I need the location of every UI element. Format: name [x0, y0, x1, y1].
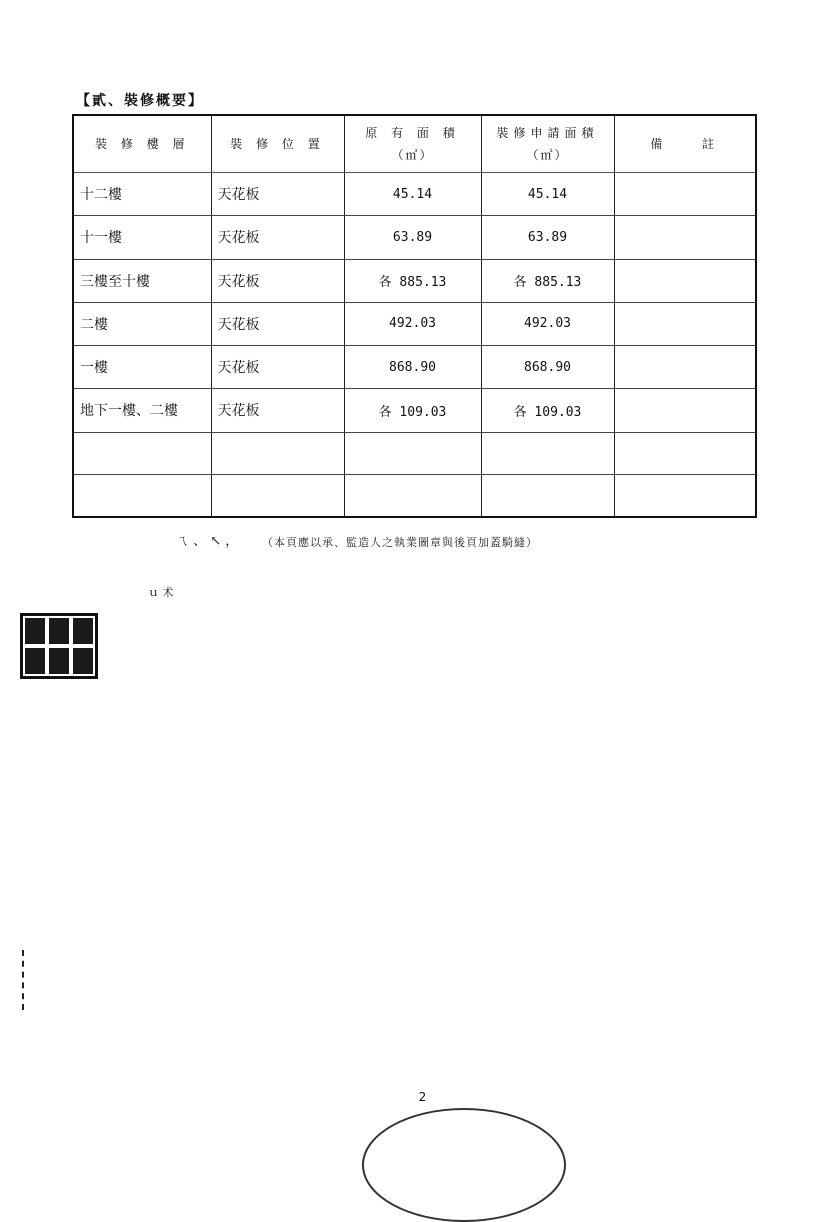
cell-original-area: 45.14 [344, 173, 481, 216]
header-original-area-unit: （㎡） [391, 148, 434, 162]
cell-floor: 三樓至十樓 [73, 259, 211, 302]
cell-location: 天花板 [211, 346, 344, 389]
handwritten-marks: ㄟ 、 ↖ ， [176, 534, 239, 549]
table-row [73, 389, 756, 432]
header-applied-area-unit: （㎡） [526, 148, 569, 162]
cell-location: 天花板 [211, 216, 344, 259]
table-row [73, 346, 756, 389]
section-title: 【貳、裝修概要】 [76, 93, 204, 109]
renovation-summary-table [72, 114, 757, 518]
header-original-area [344, 115, 481, 173]
table-header-row [73, 115, 756, 173]
table-row-empty [73, 432, 756, 474]
cell-floor: 十一樓 [73, 216, 211, 259]
cell-location: 天花板 [211, 259, 344, 302]
cell-applied-area: 各 109.03 [481, 389, 614, 432]
header-floor: 裝 修 樓 層 [73, 115, 211, 173]
official-round-stamp [362, 1108, 566, 1222]
cell-location: 天花板 [211, 173, 344, 216]
cell-applied-area: 45.14 [481, 173, 614, 216]
cell-remark [614, 216, 756, 259]
cell-remark [614, 389, 756, 432]
binding-margin-mark [22, 950, 26, 1010]
cell-remark [614, 302, 756, 345]
table-row [73, 259, 756, 302]
cell-remark [614, 346, 756, 389]
cell-original-area: 各 109.03 [344, 389, 481, 432]
cell-original-area: 各 885.13 [344, 259, 481, 302]
cell-remark [614, 173, 756, 216]
cell-floor: 一樓 [73, 346, 211, 389]
table-row [73, 173, 756, 216]
cell-applied-area: 各 885.13 [481, 259, 614, 302]
cell-floor: 十二樓 [73, 173, 211, 216]
header-original-area-label: 原 有 面 積 [365, 126, 460, 140]
table-row-empty [73, 474, 756, 517]
table-row [73, 216, 756, 259]
header-applied-area-label: 裝修申請面積 [496, 126, 599, 140]
handwritten-marks-2: ｕ 术 [148, 586, 174, 599]
cell-location: 天花板 [211, 389, 344, 432]
stamp-note: （本頁應以承、監造人之執業圖章與後頁加蓋騎縫） [262, 536, 538, 549]
cell-applied-area: 868.90 [481, 346, 614, 389]
cell-applied-area: 63.89 [481, 216, 614, 259]
cell-applied-area: 492.03 [481, 302, 614, 345]
cell-original-area: 492.03 [344, 302, 481, 345]
cell-floor: 二樓 [73, 302, 211, 345]
cell-location: 天花板 [211, 302, 344, 345]
cell-remark [614, 259, 756, 302]
table-row [73, 302, 756, 345]
header-location: 裝 修 位 置 [211, 115, 344, 173]
cell-floor: 地下一樓、二樓 [73, 389, 211, 432]
header-remark: 備 註 [614, 115, 756, 173]
header-applied-area [481, 115, 614, 173]
page-number: 2 [418, 1090, 427, 1104]
cell-original-area: 63.89 [344, 216, 481, 259]
cell-original-area: 868.90 [344, 346, 481, 389]
architect-seal-stamp [20, 613, 98, 679]
